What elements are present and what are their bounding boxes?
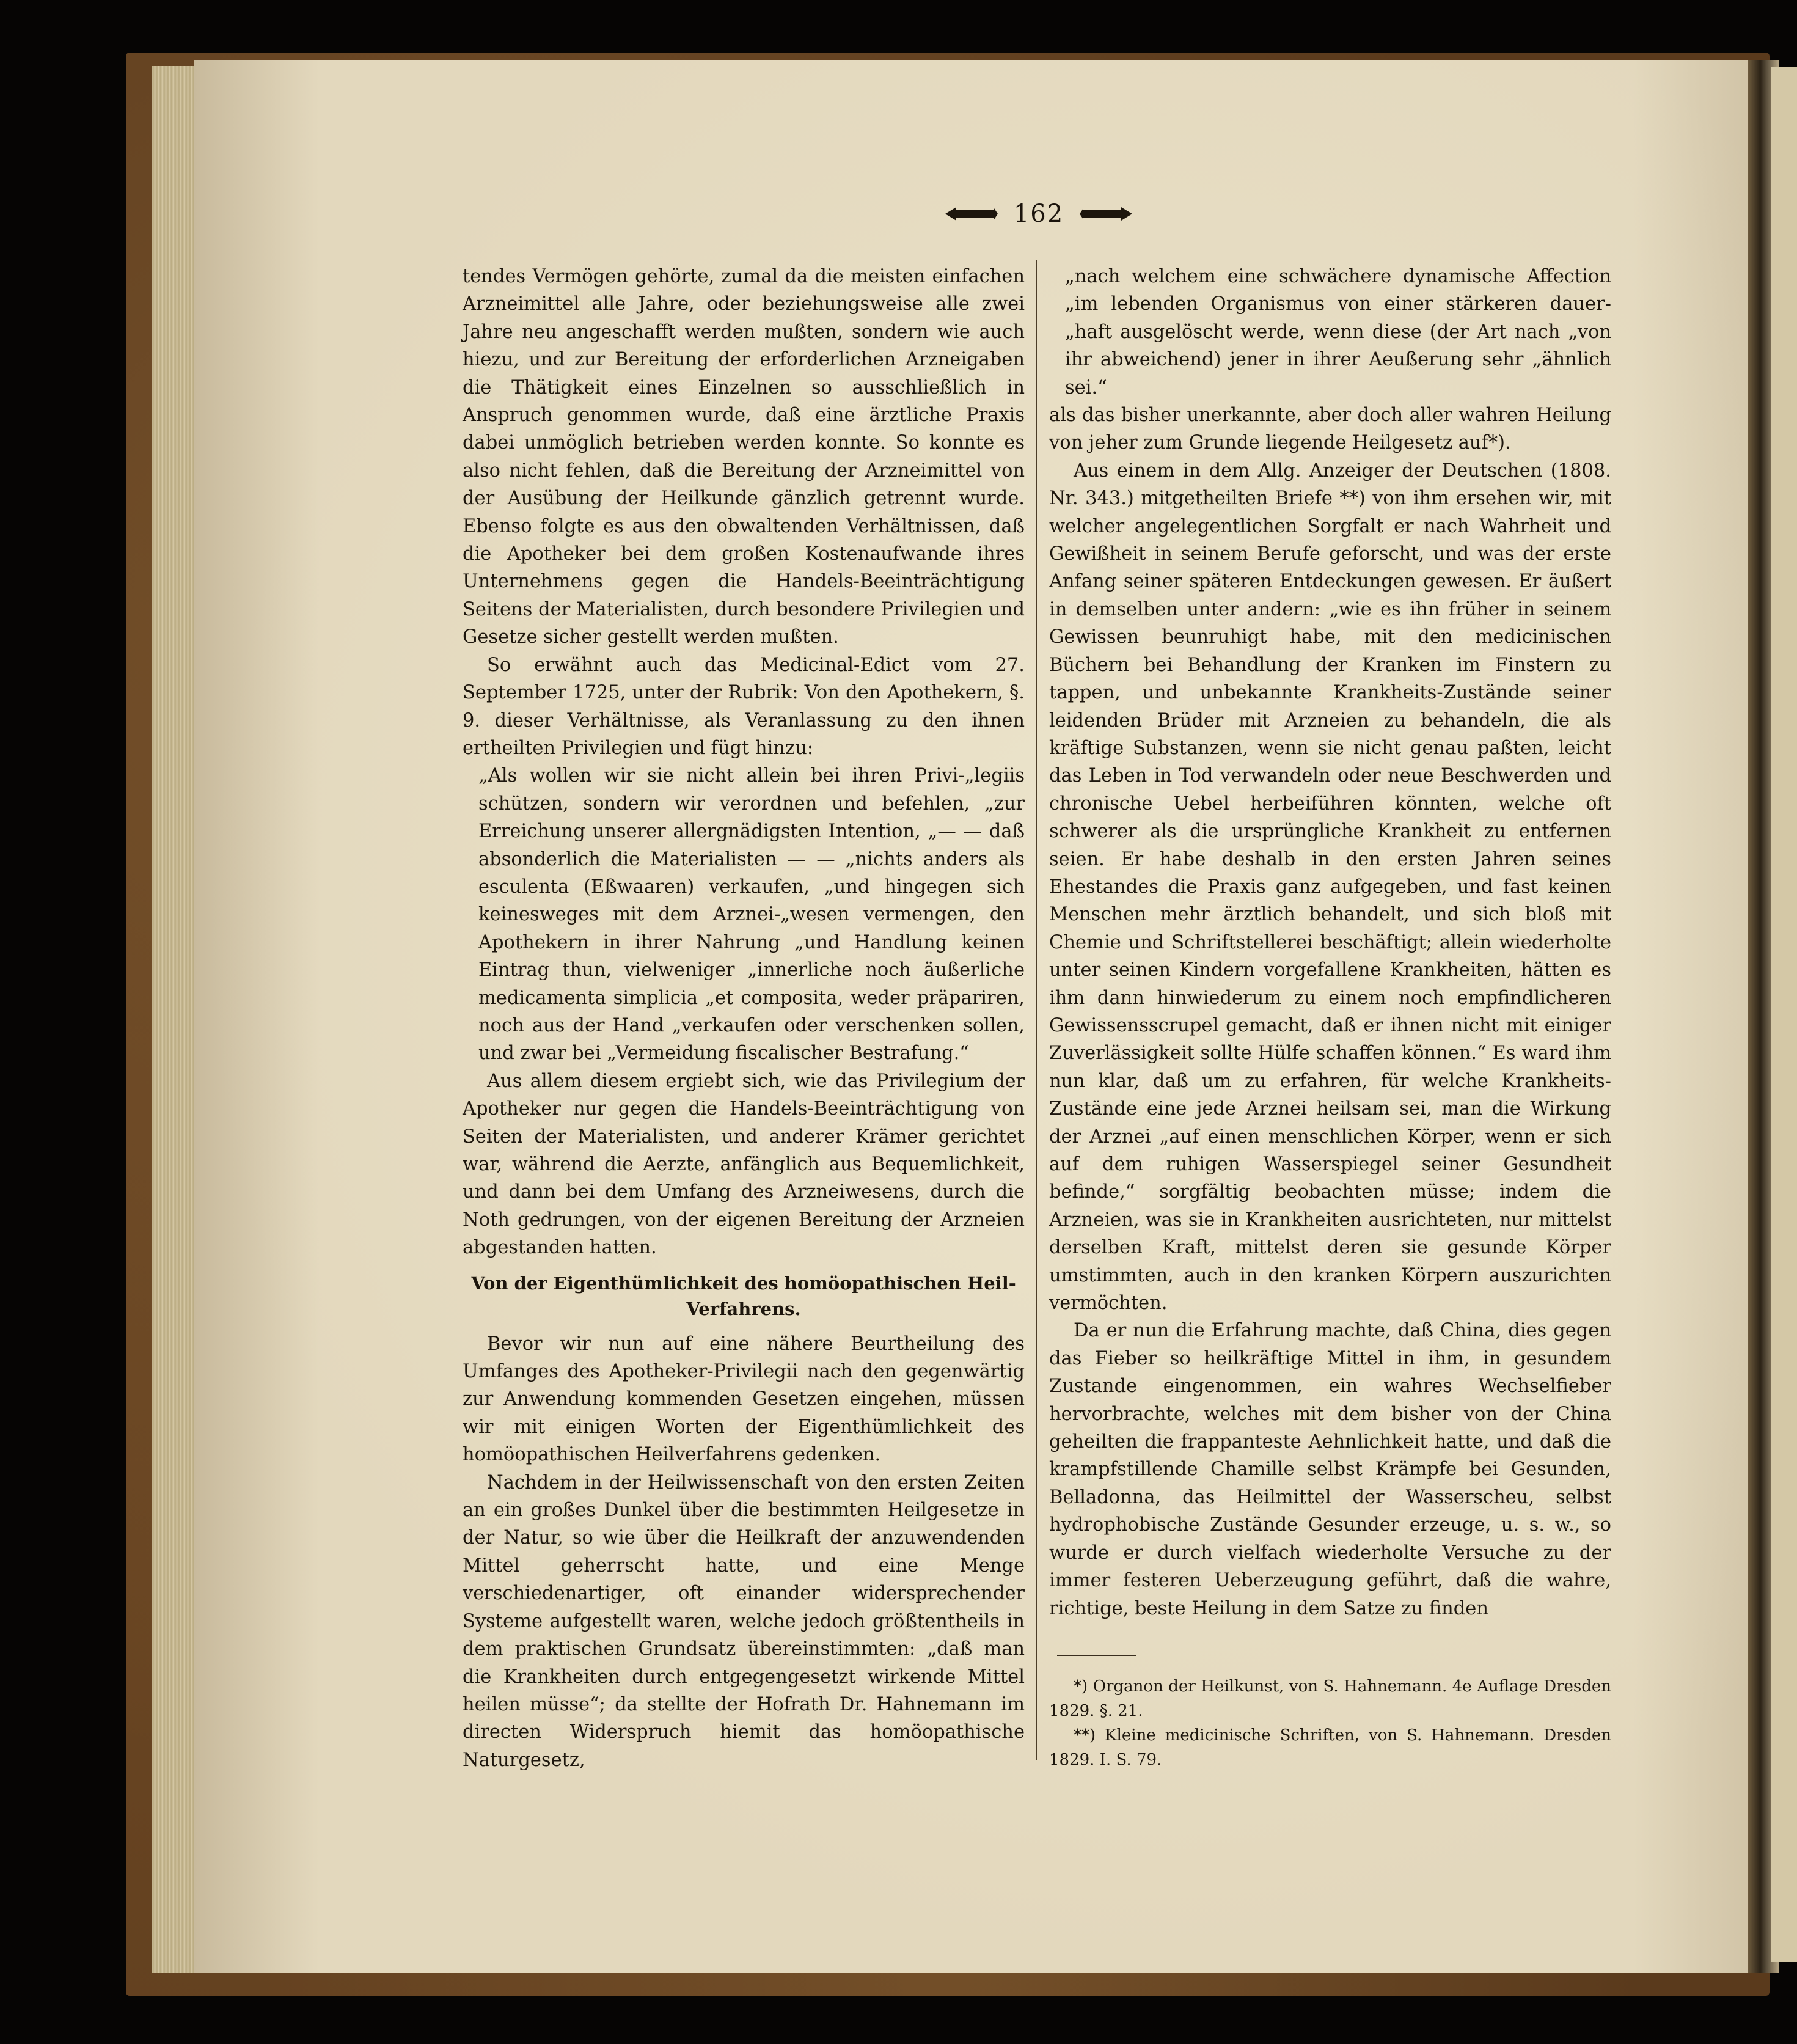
right-column	[1049, 263, 1611, 1622]
footnote: **) Kleine medicinische Schriften, von S. Hahnemann. Dresden 1829. I. S. 79.	[1049, 1726, 1611, 1769]
paragraph: tendes Vermögen gehörte, zumal da die meisten einfachen Arzneimittel alle Jahre, oder beziehungsweise alle zwei Jahre neu angeschafft werden mußten, sondern wie auch hiezu, und zur Bereitung der erforderlichen Arzneigaben die Thätigkeit eines Einzelnen so ausschließlich in Anspruch genommen wurde, daß eine ärztliche Praxis dabei unmöglich betrieben werden konnte. So konnte es also nicht fehlen, daß die Bereitung der Arzneimittel von der Ausübung der Heilkunde gänzlich getrennt wurde. Ebenso folgte es aus den obwaltenden Verhältnissen, daß die Apotheker bei dem großen Kostenaufwande ihres Unternehmens gegen die Handels-Beeinträchtigung Seitens der Materialisten, durch besondere Privilegien und Gesetze sicher gestellt werden mußten.	[463, 266, 1025, 648]
left-column	[463, 263, 1025, 1774]
footnotes	[1049, 1674, 1611, 1772]
paragraph: So erwähnt auch das Medicinal-Edict vom 27. September 1725, unter der Rubrik: Von den Apothekern, §. 9. dieser Verhältnisse, als Veranlassung zu den ihnen ertheilten Privilegien und fügt hinzu:	[463, 654, 1025, 759]
law-quote: „nach welchem eine schwächere dynamische Affection „im lebenden Organismus von einer stärkeren dauer-„haft ausgelöscht werde, wenn diese (der Art nach „von ihr abweichend) jener in ihrer Aeußerung sehr „ähnlich sei.“	[1065, 266, 1611, 398]
paragraph: Da er nun die Erfahrung machte, daß China, dies gegen das Fieber so heilkräftige Mittel in ihm, in gesundem Zustande eingenommen, ein wahres Wechselfieber hervorbrachte, welches mit dem bisher von der China geheilten die frappanteste Aehnlichkeit hatte, und daß die krampfstillende Chamille selbst Krämpfe bei Gesunden, Belladonna, das Heilmittel der Wasserscheu, selbst hydrophobische Zustände Gesunder erzeuge, u. s. w., so wurde er durch vielfach wiederholte Versuche zu der immer festeren Ueberzeugung geführt, daß die wahre, richtige, beste Heilung in dem Satze zu finden	[1049, 1320, 1611, 1619]
paragraph: Aus einem in dem Allg. Anzeiger der Deutschen (1808. Nr. 343.) mitgetheilten Briefe **) von ihm ersehen wir, mit welcher angelegentlichen Sorgfalt er nach Wahrheit und Gewißheit in seinem Berufe geforscht, und was der erste Anfang seiner späteren Entdeckungen gewesen. Er äußert in demselben unter andern: „wie es ihn früher in seinem Gewissen beunruhigt habe, mit den medicinischen Büchern bei Behandlung der Kranken im Finstern zu tappen, und unbekannte Krankheits-Zustände seiner leidenden Brüder mit Arzneien zu behandeln, die als kräftige Substanzen, wenn sie nicht genau paßten, leicht das Leben in Tod verwandeln oder neue Beschwerden und chronische Uebel herbeiführen könnten, welche oft schwerer als die ursprüngliche Krankheit zu entfernen seien. Er habe deshalb in den ersten Jahren seines Ehestandes die Praxis ganz aufgegeben, und fast keinen Menschen mehr ärztlich behandelt, und sich bloß mit Chemie und Schriftstellerei beschäftigt; allein wiederholte unter seinen Kindern vorgefallene Krankheiten, hätten es ihm dann hinwiederum zu einem noch empfindlicheren Gewissensscrupel gemacht, daß er ihnen nicht mit einiger Zuverlässigkeit sollte Hülfe schaffen können.“ Es ward ihm nun klar, daß um zu erfahren, für welche Krankheits-Zustände eine jede Arznei heilsam sei, man die Wirkung der Arznei „auf einen menschlichen Körper, wenn er sich auf dem ruhigen Wasserspiegel seiner Gesundheit befinde,“ sorgfältig beobachten müsse; indem die Arzneien, was sie in Krankheiten ausrichteten, nur mittelst derselben Kraft, mittelst deren sie gesunde Körper umstimmten, auch in den kranken Körpern auszurichten vermöchten.	[1049, 460, 1611, 1314]
paragraph: Nachdem in der Heilwissenschaft von den ersten Zeiten an ein großes Dunkel über die bestimmten Heilgesetze in der Natur, so wie über die Heilkraft der anzuwendenden Mittel geherrscht hatte, und eine Menge verschiedenartiger, oft einander widersprechender Systeme aufgestellt waren, welche jedoch größtentheils in dem praktischen Grundsatz übereinstimmten: „daß man die Krankheiten durch entgegengesetzt wirkende Mittel heilen müsse“; da stellte der Hofrath Dr. Hahnemann im directen Widerspruch hiemit das homöopathische Naturgesetz,	[463, 1471, 1025, 1771]
paragraph: Aus allem diesem ergiebt sich, wie das Privilegium der Apotheker nur gegen die Handels-Beeinträchtigung von Seiten der Materialisten, und anderer Krämer gerichtet war, während die Aerzte, anfänglich aus Bequemlichkeit, und dann bei dem Umfang des Arzneiwesens, durch die Noth gedrungen, von der eigenen Bereitung der Arzneien abgestanden hatten.	[463, 1070, 1025, 1259]
edict-quote: „Als wollen wir sie nicht allein bei ihren Privi-„legiis schützen, sondern wir verordnen und befehlen, „zur Erreichung unserer allergnädigsten Intention, „— — daß absonderlich die Materialisten — — „nichts anders als esculenta (Eßwaaren) verkaufen, „und hingegen sich keinesweges mit dem Arznei-„wesen vermengen, den Apothekern in ihrer Nahrung „und Handlung keinen Eintrag thun, vielweniger „innerliche noch äußerliche medicamenta simplicia „et composita, weder präpariren, noch aus der Hand „verkaufen oder verschenken sollen, und zwar bei „Vermeidung fiscalischer Bestrafung.“	[478, 765, 1025, 1064]
column-divider	[1036, 260, 1037, 1760]
section-title: Von der Eigenthümlichkeit des homöopathischen Heil-Verfahrens.	[471, 1272, 1016, 1319]
left-ornament-icon	[944, 203, 999, 224]
paragraph: Bevor wir nun auf eine nähere Beurtheilung des Umfanges des Apotheker-Privilegii nach den gegenwärtig zur Anwendung kommenden Gesetzen eingehen, müssen wir mit einigen Worten der Eigenthümlichkeit des homöopathischen Heilverfahrens gedenken.	[463, 1333, 1025, 1466]
page-header	[917, 192, 1161, 235]
footnote-rule	[1057, 1655, 1136, 1656]
page-number: 162	[1013, 200, 1064, 228]
footnote: *) Organon der Heilkunst, von S. Hahnemann. 4e Auflage Dresden 1829. §. 21.	[1049, 1677, 1611, 1720]
paragraph: als das bisher unerkannte, aber doch aller wahren Heilung von jeher zum Grunde liegende Heilgesetz auf*).	[1049, 405, 1611, 454]
facing-page-edge	[1771, 67, 1797, 1962]
right-ornament-icon	[1078, 203, 1133, 224]
